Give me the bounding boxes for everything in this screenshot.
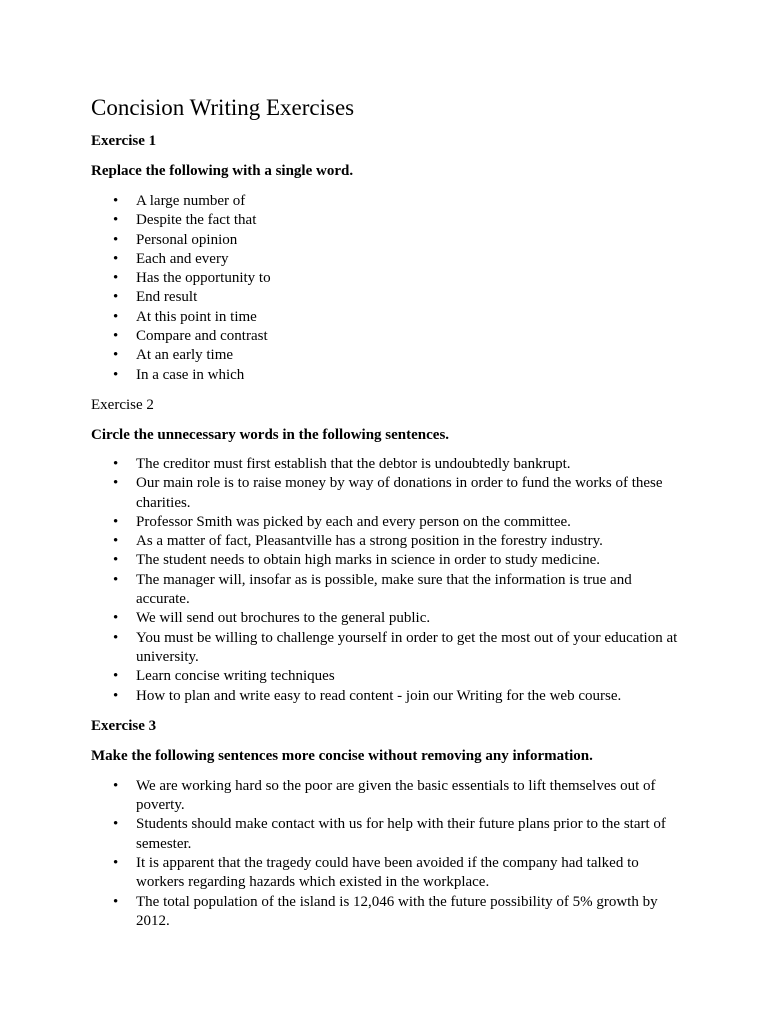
exercise-3-list: [91, 777, 678, 931]
bullet-icon: •: [113, 308, 119, 325]
bullet-icon: •: [113, 571, 119, 588]
exercise-1-instruction: Replace the following with a single word.: [91, 163, 354, 179]
bullet-icon: •: [113, 629, 119, 646]
list-item: [91, 854, 678, 893]
bullet-icon: •: [113, 347, 119, 364]
list-item: [91, 327, 678, 346]
list-item: [91, 308, 678, 327]
bullet-icon: •: [113, 533, 119, 550]
list-item: [91, 815, 678, 854]
bullet-icon: •: [113, 513, 119, 530]
exercise-1-list: [91, 192, 678, 385]
bullet-icon: •: [113, 552, 119, 569]
list-item: [91, 269, 678, 288]
exercise-2-list: [91, 455, 678, 706]
list-item: [91, 288, 678, 307]
list-item-text: Learn concise writing techniques: [136, 668, 335, 685]
list-item: [91, 211, 678, 230]
bullet-icon: •: [113, 231, 119, 248]
bullet-icon: •: [113, 687, 119, 704]
bullet-icon: •: [113, 328, 119, 345]
list-item: [91, 532, 678, 551]
list-item-text: At an early time: [136, 347, 234, 364]
list-item: [91, 777, 678, 816]
list-item-text: In a case in which: [136, 366, 245, 383]
list-item-text: At this point in time: [136, 308, 257, 325]
bullet-icon: •: [113, 250, 119, 267]
list-item: [91, 571, 678, 610]
list-item-text: The manager will, insofar as is possible, make sure that the information is true and accurate.: [136, 571, 632, 608]
bullet-icon: •: [113, 777, 119, 794]
bullet-icon: •: [113, 366, 119, 383]
list-item-text: The student needs to obtain high marks in science in order to study medicine.: [136, 552, 601, 569]
exercise-3-heading: Exercise 3: [91, 717, 157, 734]
list-item: [91, 231, 678, 250]
list-item: [91, 455, 678, 474]
bullet-icon: •: [113, 193, 119, 209]
list-item-text: Students should make contact with us for help with their future plans prior to the start of semester.: [136, 816, 666, 852]
list-item: [91, 366, 678, 385]
list-item: [91, 513, 678, 532]
list-item-text: A large number of: [136, 193, 246, 209]
list-item-text: We will send out brochures to the general public.: [136, 610, 431, 627]
list-item-text: The total population of the island is 12,046 with the future possibility of 5% growth by 2012.: [136, 893, 658, 929]
list-item-text: Each and every: [136, 250, 229, 267]
bullet-icon: •: [113, 475, 119, 492]
list-item: [91, 609, 678, 628]
list-item: [91, 250, 678, 269]
list-item: [91, 346, 678, 365]
bullet-icon: •: [113, 816, 119, 833]
list-item-text: It is apparent that the tragedy could have been avoided if the company had talked to workers regarding hazards which existed in the workplace.: [136, 855, 639, 891]
list-item-text: Professor Smith was picked by each and every person on the committee.: [136, 513, 571, 530]
bullet-icon: •: [113, 289, 119, 306]
list-item-text: Compare and contrast: [136, 328, 268, 345]
bullet-icon: •: [113, 212, 119, 229]
list-item: [91, 893, 678, 932]
document-title: Concision Writing Exercises: [91, 95, 355, 120]
bullet-icon: •: [113, 270, 119, 287]
list-item-text: Our main role is to raise money by way of donations in order to fund the works of these charities.: [136, 475, 663, 511]
list-item-text: You must be willing to challenge yourself in order to get the most out of your education at university.: [136, 629, 678, 665]
exercise-2-instruction: Circle the unnecessary words in the following sentences.: [91, 426, 450, 443]
bullet-icon: •: [113, 855, 119, 872]
list-item-text: We are working hard so the poor are given the basic essentials to lift themselves out of poverty.: [136, 777, 656, 814]
list-item: [91, 667, 678, 686]
list-item-text: Despite the fact that: [136, 212, 257, 229]
list-item-text: Has the opportunity to: [136, 270, 271, 287]
list-item-text: Personal opinion: [136, 231, 238, 248]
list-item: [91, 192, 678, 211]
bullet-icon: •: [113, 668, 119, 685]
exercise-2-heading: Exercise 2: [91, 396, 154, 413]
bullet-icon: •: [113, 893, 119, 910]
list-item-text: How to plan and write easy to read content - join our Writing for the web course.: [136, 687, 622, 704]
list-item: [91, 551, 678, 570]
list-item-text: End result: [136, 289, 198, 306]
list-item: [91, 687, 678, 706]
list-item-text: As a matter of fact, Pleasantville has a strong position in the forestry industry.: [136, 533, 603, 550]
exercise-1-heading: Exercise 1: [91, 133, 157, 149]
list-item: [91, 474, 678, 513]
exercise-3-instruction: Make the following sentences more concise without removing any information.: [91, 747, 593, 764]
bullet-icon: •: [113, 610, 119, 627]
list-item-text: The creditor must first establish that the debtor is undoubtedly bankrupt.: [136, 455, 571, 472]
list-item: [91, 629, 678, 668]
bullet-icon: •: [113, 455, 119, 472]
